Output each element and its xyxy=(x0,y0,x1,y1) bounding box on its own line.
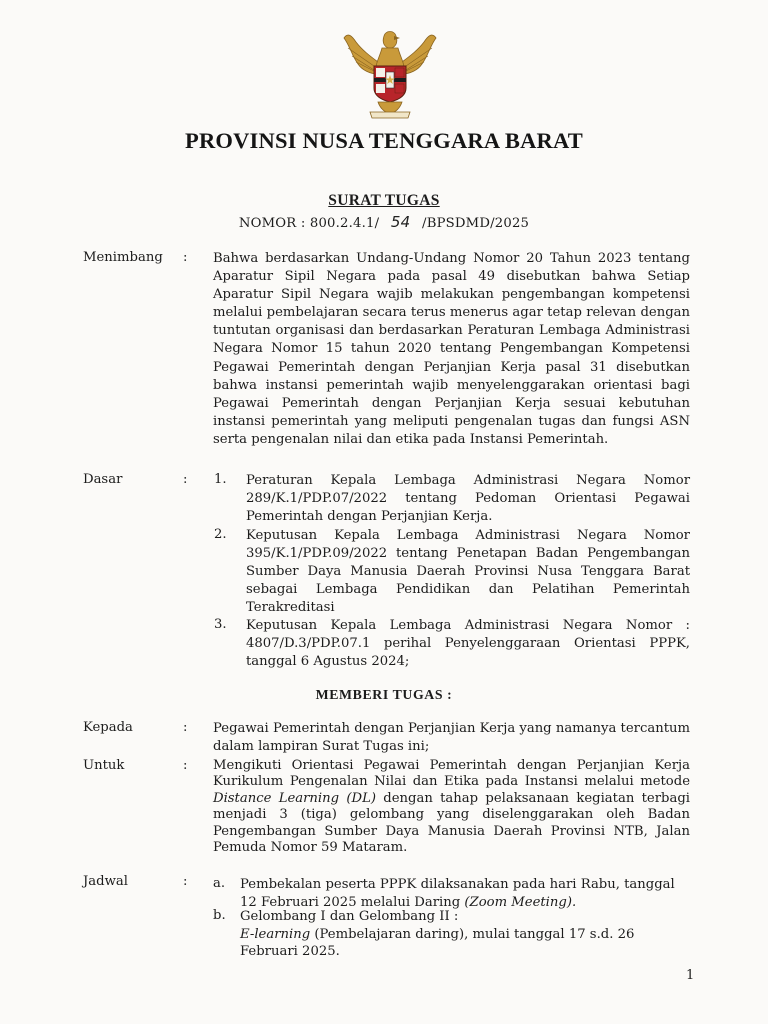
number-handwritten: 54 xyxy=(390,213,411,231)
jadwal-label: Jadwal xyxy=(83,874,128,889)
number-suffix: /BPSDMD/2025 xyxy=(422,216,530,231)
untuk-text-before: Mengikuti Orientasi Pegawai Pemerintah dengan Perjanjian Kerja Kurikulum Pengenalan Nilai dan Etika pada Instansi melalui metode xyxy=(213,758,690,790)
dasar-colon: : xyxy=(183,472,188,487)
kepada-label: Kepada xyxy=(83,720,133,735)
jadwal-a-text: Pembekalan peserta PPPK dilaksanakan pada hari Rabu, tanggal 12 Februari 2025 melalui Daring xyxy=(240,877,675,910)
jadwal-a-italic: (Zoom Meeting). xyxy=(464,894,577,910)
kepada-colon: : xyxy=(183,720,188,735)
jadwal-b-text: Gelombang I dan Gelombang II : xyxy=(240,909,459,924)
menimbang-label: Menimbang xyxy=(83,250,163,265)
untuk-text-after: dengan tahap pelaksanaan kegiatan terbagi menjadi 3 (tiga) gelombang yang diselenggarakan oleh Badan Pengembangan Sumber Daya Manusia Daerah Provinsi NTB, Jalan Pemuda Nomor 59 Mataram. xyxy=(213,790,690,856)
garuda-emblem-icon xyxy=(336,26,444,122)
jadwal-item-b xyxy=(240,908,692,961)
jadwal-item-a xyxy=(240,876,692,911)
dasar-item-number: 2. xyxy=(214,527,227,542)
untuk-text xyxy=(213,758,690,856)
dasar-item-number: 3. xyxy=(214,617,227,632)
untuk-label: Untuk xyxy=(83,758,125,773)
jadwal-item-a-label: a. xyxy=(213,876,226,891)
dasar-item: Keputusan Kepala Lembaga Administrasi Negara Nomor 395/K.1/PDP.09/2022 tentang Penetapan Badan Pengembangan Sumber Daya Manusia Daerah Provinsi Nusa Tenggara Barat sebagai Lembaga Pendidikan dan Pelatihan Pemerintah Terakreditasi xyxy=(246,528,690,616)
memberi-tugas-heading: MEMBERI TUGAS : xyxy=(315,687,453,702)
dasar-item-number: 1. xyxy=(214,472,227,487)
untuk-colon: : xyxy=(183,758,188,773)
document-title: SURAT TUGAS xyxy=(328,192,440,209)
menimbang-text: Bahwa berdasarkan Undang-Undang Nomor 20 Tahun 2023 tentang Aparatur Sipil Negara pada pasal 49 disebutkan bahwa Setiap Aparatur Sipil Negara wajib melakukan pengembangan kompetensi melalui pembelajaran secara terus menerus agar tetap relevan dengan tuntutan organisasi dan berdasarkan Peraturan Lembaga Administrasi Negara Nomor 15 tahun 2020 tentang Pengembangan Kompetensi Pegawai Pemerintah dengan Perjanjian Kerja pasal 31 disebutkan bahwa instansi pemerintah wajib menyelenggarakan orientasi bagi Pegawai Pemerintah dengan Perjanjian Kerja sesuai kebutuhan instansi pemerintah yang meliputi pengenalan tugas dan fungsi ASN serta pengenalan nilai dan etika pada Instansi Pemerintah. xyxy=(213,251,690,447)
jadwal-colon: : xyxy=(183,874,188,889)
dasar-item: Peraturan Kepala Lembaga Administrasi Negara Nomor 289/K.1/PDP.07/2022 tentang Pedoman Orientasi Pegawai Pemerintah dengan Perjanjian Kerja. xyxy=(246,473,690,525)
dasar-item: Keputusan Kepala Lembaga Administrasi Negara Nomor : 4807/D.3/PDP.07.1 perihal Penyelenggaraan Orientasi PPPK, tanggal 6 Agustus 2024; xyxy=(246,618,690,670)
jadwal-b-text2: (Pembelajaran daring), mulai tanggal 17 s.d. 26 Februari 2025. xyxy=(240,926,635,959)
document-number xyxy=(0,213,768,231)
page-number: 1 xyxy=(686,968,695,983)
menimbang-colon: : xyxy=(183,250,188,265)
dasar-label: Dasar xyxy=(83,472,123,487)
kepada-text: Pegawai Pemerintah dengan Perjanjian Kerja yang namanya tercantum dalam lampiran Surat Tugas ini; xyxy=(213,721,690,755)
province-heading: PROVINSI NUSA TENGGARA BARAT xyxy=(185,128,583,153)
number-prefix: NOMOR : 800.2.4.1/ xyxy=(238,216,380,231)
untuk-text-italic: Distance Learning (DL) xyxy=(213,790,376,806)
jadwal-b-italic: E-learning xyxy=(240,926,311,942)
jadwal-item-b-label: b. xyxy=(213,908,226,923)
